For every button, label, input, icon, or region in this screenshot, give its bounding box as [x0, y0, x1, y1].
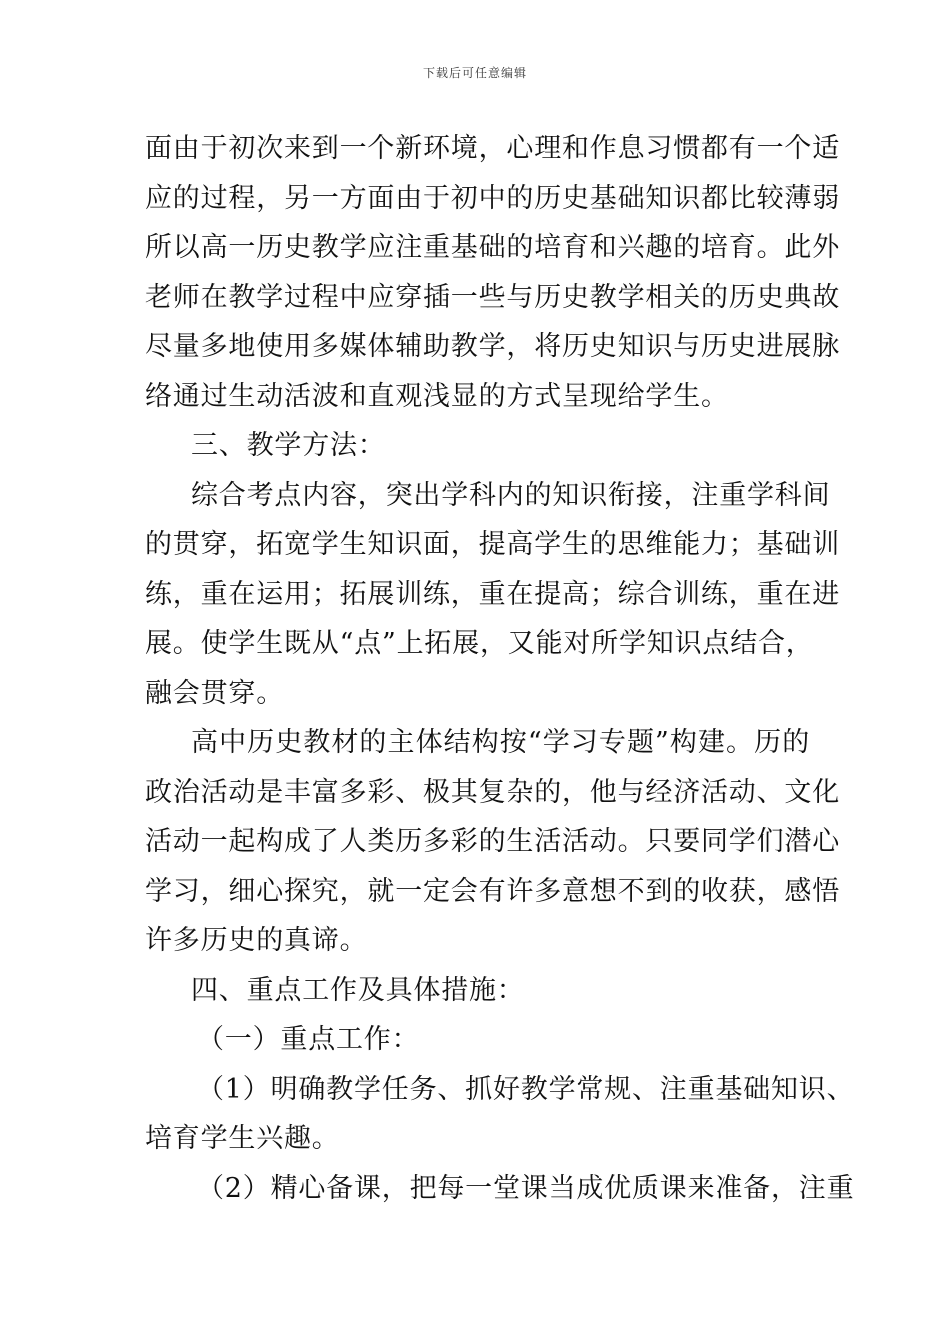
text-line: 应的过程，另一方面由于初中的历史基础知识都比较薄弱 [145, 182, 840, 214]
text-line: 所以高一历史教学应注重基础的培育和兴趣的培育。此外 [145, 232, 840, 263]
page-header: 下载后可任意编辑 [422, 66, 527, 80]
text-line: 政治活动是丰富多彩、极其复杂的，他与经济活动、文化 [145, 776, 840, 808]
text-line: 活动一起构成了人类历多彩的生活活动。只要同学们潜心 [145, 826, 840, 857]
text-line: 培育学生兴趣。 [145, 1123, 340, 1154]
text-line: 融会贯穿。 [145, 677, 284, 709]
subsection-heading: （一）重点工作： [197, 1024, 420, 1055]
text-line: 络通过生动活波和直观浅显的方式呈现给学生。 [145, 380, 729, 412]
section-heading: 三、教学方法： [191, 430, 386, 461]
text-line: 许多历史的真谛。 [145, 925, 368, 956]
text-line: （1）明确教学任务、抓好教学常规、注重基础知识、 [197, 1073, 855, 1105]
text-line: 尽量多地使用多媒体辅助教学，将历史知识与历史进展脉 [145, 331, 840, 362]
section-heading: 四、重点工作及具体措施： [191, 974, 525, 1006]
document-body [145, 124, 855, 1213]
text-line: 学习，细心探究，就一定会有许多意想不到的收获，感悟 [145, 875, 840, 907]
text-line: 面由于初次来到一个新环境，心理和作息习惯都有一个适 [145, 133, 840, 164]
text-line: 老师在教学过程中应穿插一些与历史教学相关的历史典故 [145, 281, 840, 313]
text-line: 综合考点内容，突出学科内的知识衔接，注重学科间 [191, 479, 831, 511]
text-line: 展。使学生既从“点”上拓展，又能对所学知识点结合， [145, 628, 814, 659]
text-line: 高中历史教材的主体结构按“学习专题”构建。历的 [191, 727, 810, 758]
text-line: 的贯穿，拓宽学生知识面，提高学生的思维能力；基础训 [145, 529, 840, 560]
text-line: 练，重在运用；拓展训练，重在提高；综合训练，重在进 [145, 578, 840, 610]
text-line: （2）精心备课，把每一堂课当成优质课来准备，注重 [197, 1172, 855, 1204]
